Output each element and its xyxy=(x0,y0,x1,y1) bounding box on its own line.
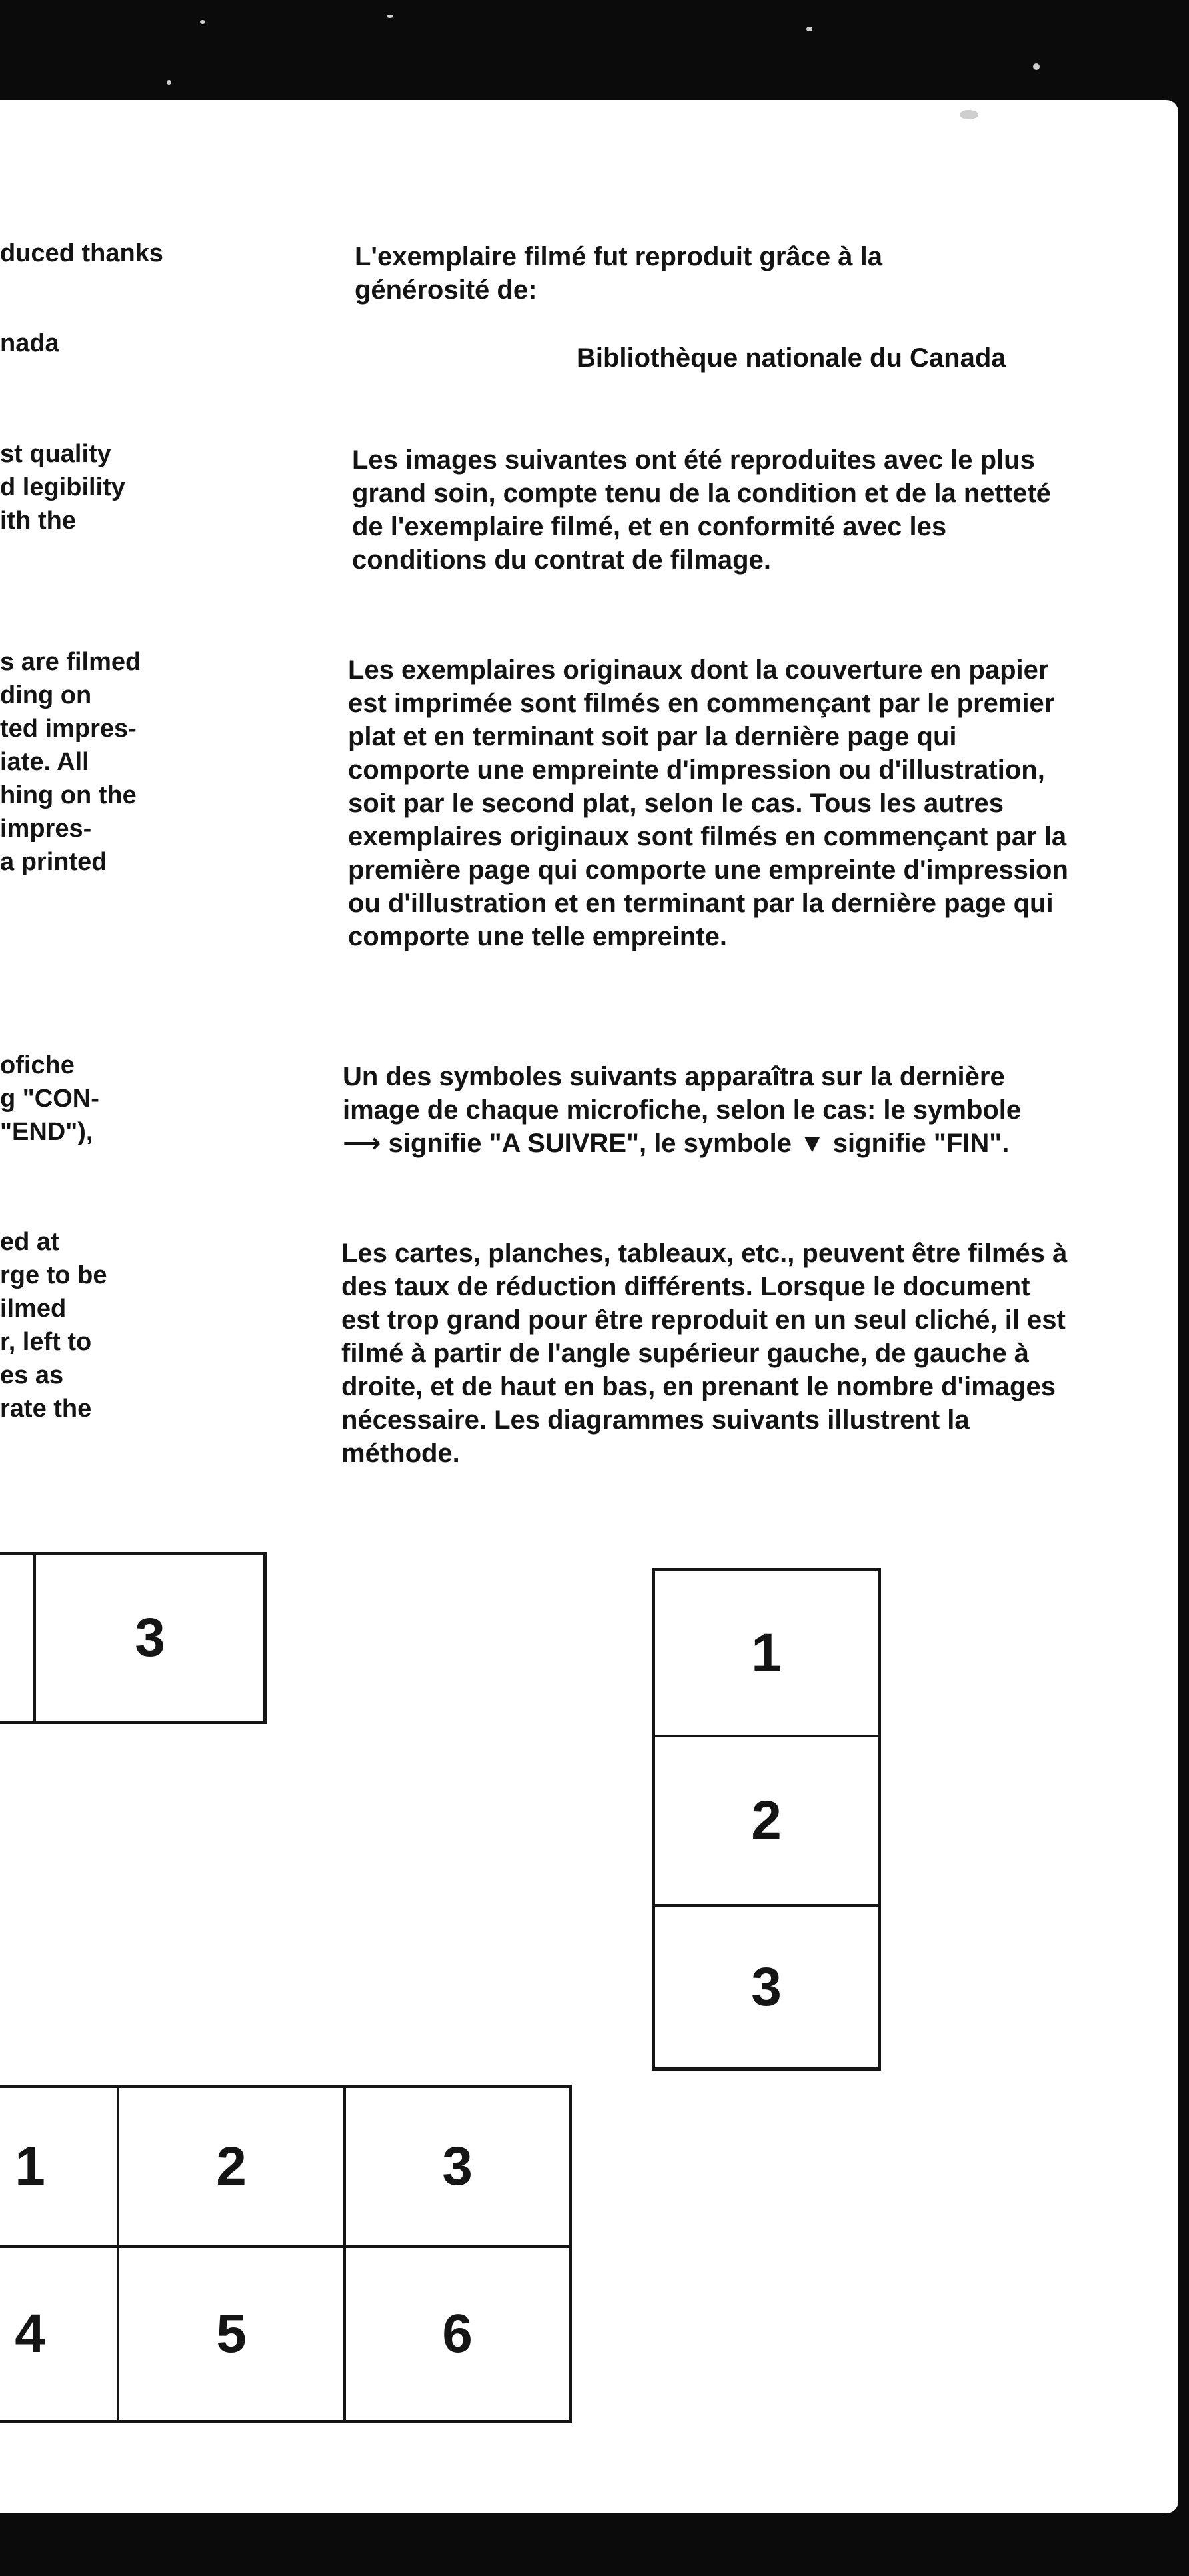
paragraph-symbols: Un des symboles suivants apparaîtra sur la dernière image de chaque microfiche, selon le cas: le symbole ⟶ signifie "A SUIVRE", le symbole ▼ signifie "FIN". xyxy=(343,1062,1022,1158)
left-text-line: rge to be xyxy=(0,1261,107,1289)
paragraph-images: Les images suivantes ont été reproduites avec le plus grand soin, compte tenu de la condition et de la netteté de l'exemplaire filmé, et en conformité avec les conditions du contrat de filmage. xyxy=(352,445,1052,575)
diagram-horizontal-cropped xyxy=(0,1552,267,1724)
left-text-line: impres- xyxy=(0,815,92,843)
left-text-line: s are filmed xyxy=(0,648,141,676)
diagram-grid-six xyxy=(0,2085,572,2423)
left-text-line: st quality xyxy=(0,440,111,468)
left-text-line: es as xyxy=(0,1361,64,1389)
left-text-line: rate the xyxy=(0,1395,92,1423)
diagram-cell: 4 xyxy=(15,2303,45,2364)
diagram-cell: 2 xyxy=(216,2136,247,2197)
diagram-cell: 5 xyxy=(216,2303,247,2364)
left-text-line: hing on the xyxy=(0,781,137,809)
diagram-cell: 3 xyxy=(751,1956,782,2017)
scan-speck xyxy=(1033,63,1040,70)
left-text-line: a printed xyxy=(0,848,107,876)
scan-speck xyxy=(960,110,978,119)
diagram-cell: 1 xyxy=(751,1622,782,1683)
diagram-cell: 6 xyxy=(442,2303,473,2364)
diagram-cell: 3 xyxy=(442,2136,473,2197)
scan-speck xyxy=(167,80,171,85)
diagram-cell: 3 xyxy=(135,1607,165,1668)
left-text-line: r, left to xyxy=(0,1328,92,1356)
left-text-line: iate. All xyxy=(0,748,89,776)
scan-speck xyxy=(806,27,812,31)
left-text-line: d legibility xyxy=(0,473,125,501)
paragraph-originals: Les exemplaires originaux dont la couverture en papier est imprimée sont filmés en commençant par le premier plat et en terminant soit par la dernière page qui comporte une empreinte d'impression ou d'illustration, soit par le second plat, selon le cas. Tous les autres exemplaires originaux sont filmés en commençant par la première page qui comporte une empreinte d'impression ou d'illustration et en terminant par la dernière page qui comporte une telle empreinte. xyxy=(348,655,1068,951)
left-text-line: ith the xyxy=(0,507,76,535)
scan-speck xyxy=(387,15,393,18)
scan-speck xyxy=(200,20,205,24)
diagram-cell: 1 xyxy=(15,2136,45,2197)
diagram-vertical xyxy=(652,1568,881,2071)
left-text-line: ted impres- xyxy=(0,715,137,743)
paragraph-maps: Les cartes, planches, tableaux, etc., peuvent être filmés à des taux de réduction différents. Lorsque le document est trop grand pour être reproduit en un seul cliché, il est filmé à partir de l'angle supérieur gauche, de gauche à droite, et de haut en bas, en prenant le nombre d'images nécessaire. Les diagrammes suivants illustrent la méthode. xyxy=(341,1239,1068,1468)
diagram-cell: 2 xyxy=(751,1790,782,1851)
left-text-line: duced thanks xyxy=(0,239,163,267)
left-text-line: nada xyxy=(0,329,59,357)
left-text-line: ed at xyxy=(0,1228,59,1256)
institution-name: Bibliothèque nationale du Canada xyxy=(577,343,1006,373)
left-text-line: g "CON- xyxy=(0,1085,99,1113)
left-text-line: ofiche xyxy=(0,1051,75,1079)
left-text-line: "END"), xyxy=(0,1118,93,1146)
left-text-line: ilmed xyxy=(0,1295,67,1323)
intro-text: L'exemplaire filmé fut reproduit grâce à la générosité de: xyxy=(355,242,882,305)
left-text-line: ding on xyxy=(0,681,92,709)
